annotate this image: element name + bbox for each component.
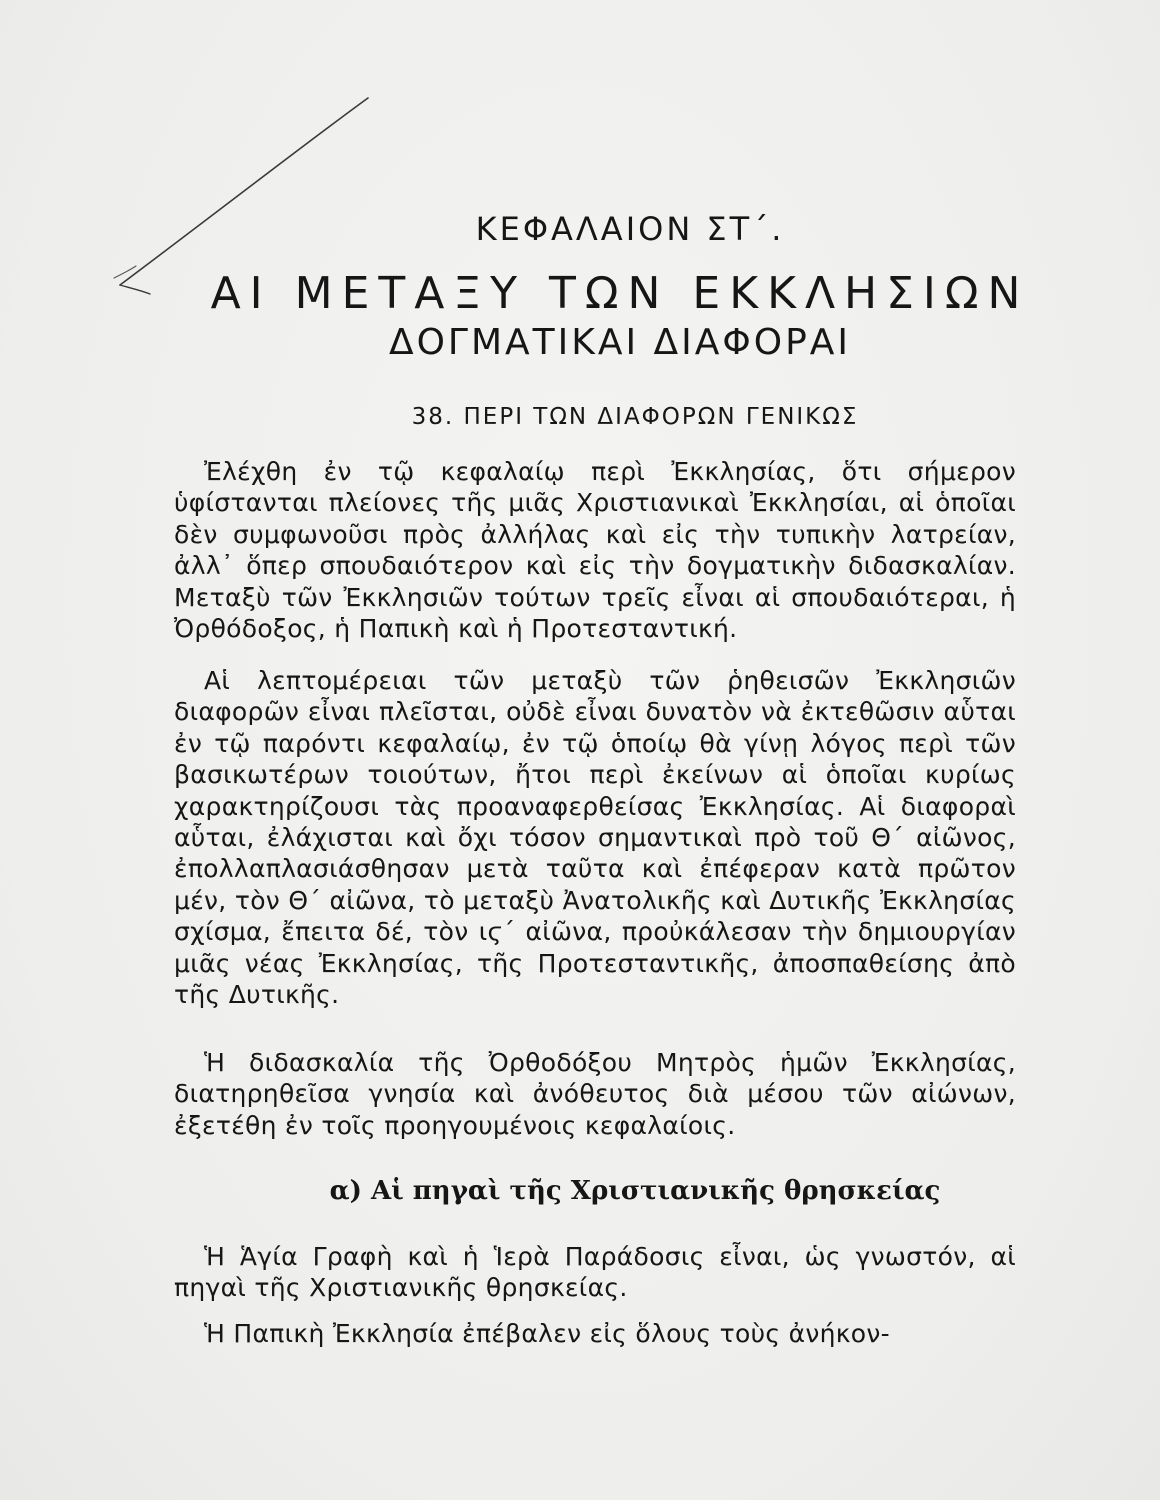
paragraph-text: Ἡ Ἁγία Γραφὴ καὶ ἡ Ἱερὰ Παράδοσις εἶναι, ὡς γνωστόν, αἱ πηγαὶ τῆς Χριστιανικῆς θρησκείας. [174, 1242, 1016, 1303]
section-heading: 38. ΠΕΡΙ ΤΩΝ ΔΙΑΦΟΡΩΝ ΓΕΝΙΚΩΣ [411, 404, 859, 430]
body-paragraph [174, 665, 1016, 1010]
chapter-subtitle: ΔΟΓΜΑΤΙΚΑΙ ΔΙΑΦΟΡΑΙ [388, 322, 852, 363]
chapter-title: ΑΙ ΜΕΤΑΞΥ ΤΩΝ ΕΚΚΛΗΣΙΩΝ [210, 268, 1030, 319]
body-paragraph [174, 1241, 1016, 1304]
subsection-heading: α) Αἱ πηγαὶ τῆς Χριστιανικῆς θρησκείας [329, 1176, 941, 1206]
paragraph-text: Ἐλέχθη ἐν τῷ κεφαλαίῳ περὶ Ἐκκλησίας, ὅτι σήμερον ὑφίστανται πλείονες τῆς μιᾶς Χριστιανικαὶ Ἐκκλησίαι, αἱ ὁποῖαι δὲν συμφωνοῦσι πρὸς ἀλλήλας καὶ εἰς τὴν τυπικὴν λατρείαν, ἀλλ᾿ ὅπερ σπουδαιότερον καὶ εἰς τὴν δογματικὴν διδασκαλίαν. Μεταξὺ τῶν Ἐκκλησιῶν τούτων τρεῖς εἶναι αἱ σπουδαιότεραι, ἡ Ὀρθόδοξος, ἡ Παπικὴ καὶ ἡ Προτεσταντική. [174, 457, 1016, 644]
paragraph-text: Ἡ διδασκαλία τῆς Ὀρθοδόξου Μητρὸς ἡμῶν Ἐκκλησίας, διατηρηθεῖσα γνησία καὶ ἀνόθευτος διὰ μέσου τῶν αἰώνων, ἐξετέθη ἐν τοῖς προηγουμένοις κεφαλαίοις. [174, 1048, 1016, 1140]
chapter-label: ΚΕΦΑΛΑΙΟΝ ΣΤ΄. [475, 210, 785, 248]
body-paragraph [174, 456, 1016, 644]
paragraph-text: Ἡ Παπικὴ Ἐκκλησία ἐπέβαλεν εἰς ὅλους τοὺς ἀνήκον- [204, 1319, 890, 1348]
paragraph-text: Αἱ λεπτομέρειαι τῶν μεταξὺ τῶν ῥηθεισῶν Ἐκκλησιῶν διαφορῶν εἶναι πλεῖσται, οὐδὲ εἶναι δυνατὸν νὰ ἐκτεθῶσιν αὗται ἐν τῷ παρόντι κεφαλαίῳ, ἐν τῷ ὁποίῳ θὰ γίνῃ λόγος περὶ τῶν βασικωτέρων τοιούτων, ἤτοι περὶ ἐκείνων αἱ ὁποῖαι κυρίως χαρακτηρίζουσι τὰς προαναφερθείσας Ἐκκλησίας. Αἱ διαφοραὶ αὗται, ἐλάχισται καὶ ὄχι τόσον σημαντικαὶ πρὸ τοῦ Θ΄ αἰῶνος, ἐπολλαπλασιάσθησαν μετὰ ταῦτα καὶ ἐπέφεραν κατὰ πρῶτον μέν, τὸν Θ΄ αἰῶνα, τὸ μεταξὺ Ἀνατολικῆς καὶ Δυτικῆς Ἐκκλησίας σχίσμα, ἔπειτα δέ, τὸν ιϛ΄ αἰῶνα, προὐκάλεσαν τὴν δημιουργίαν μιᾶς νέας Ἐκκλησίας, τῆς Προτεσταντικῆς, ἀποσπαθείσης ἀπὸ τῆς Δυτικῆς. [174, 666, 1016, 1010]
body-paragraph [174, 1047, 1016, 1141]
body-paragraph [174, 1318, 1016, 1349]
